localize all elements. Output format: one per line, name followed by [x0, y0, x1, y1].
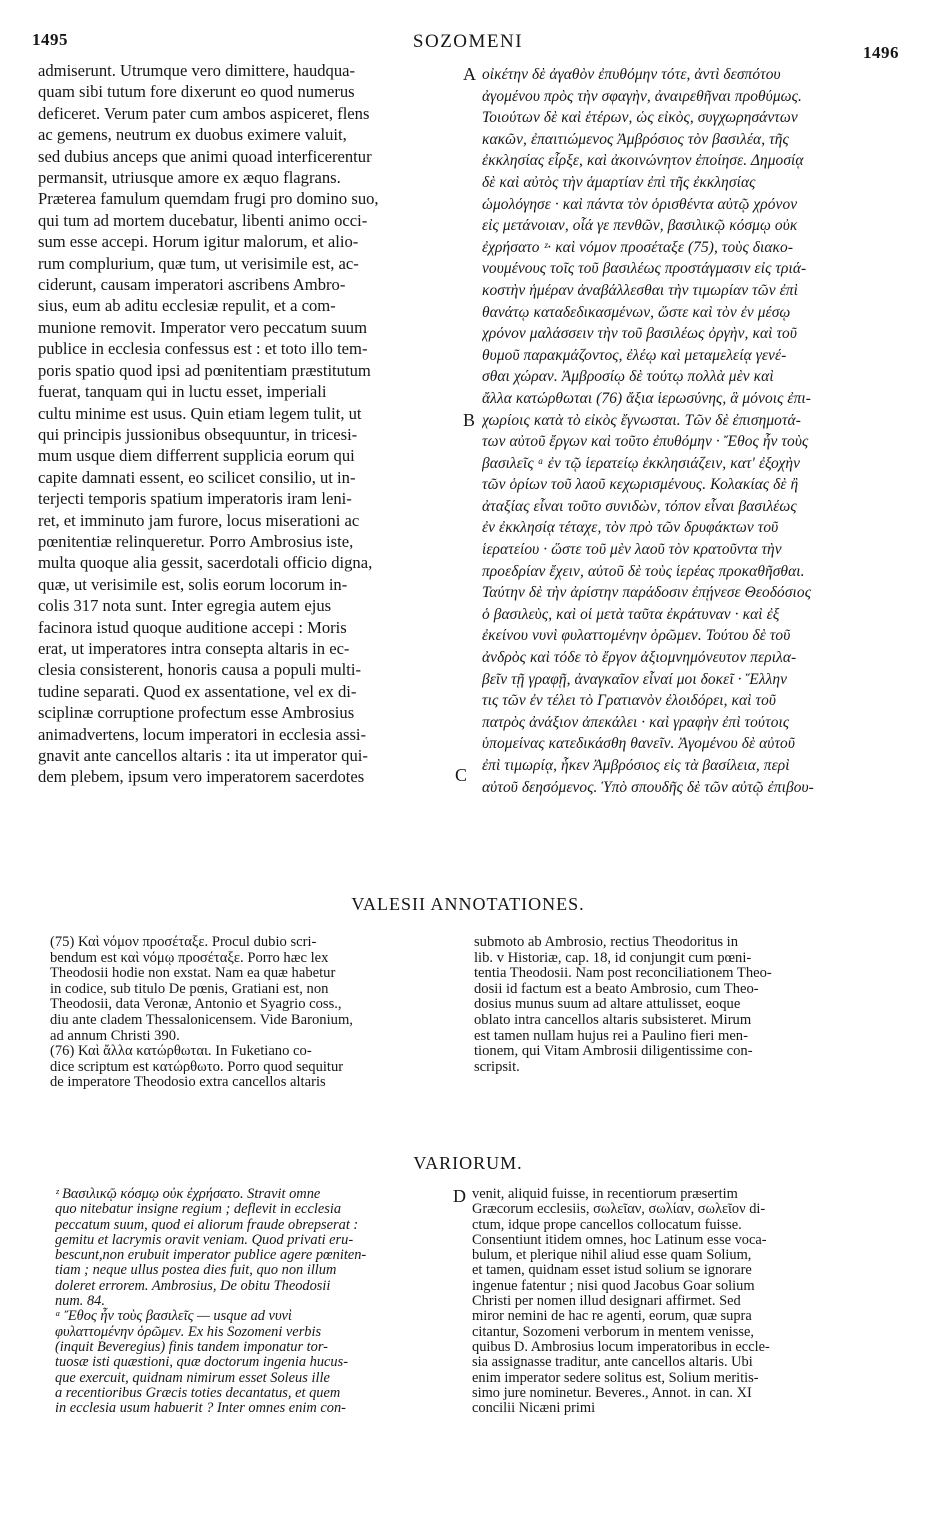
greek-text-line: νουμένους τοῖς τοῦ βασιλέως προστάγμασιν εἰς τριά-: [482, 260, 807, 278]
variorum-note-line: que exercuit, quidnam nimirum esset Soleus ille: [55, 1369, 330, 1386]
variorum-note-line: quibus D. Ambrosius locum imperatoribus in eccle-: [472, 1338, 770, 1355]
valesii-note-line: (76) Καὶ ἄλλα κατώρθωται. In Fuketiano co-: [50, 1043, 312, 1060]
variorum-note-line: enim imperator sedere solitus est, Solium meritis-: [472, 1369, 759, 1386]
valesii-note-line: (75) Καὶ νόμον προσέταξε. Procul dubio scri-: [50, 935, 317, 950]
latin-text-line: fuerat, tanquam qui in luctu esset, imperiali: [38, 382, 327, 402]
latin-text-line: sed dubius anceps que animi quoad interficerentur: [38, 146, 372, 166]
latin-text-line: sius, eum ab aditu ecclesiæ repulit, et a com-: [38, 296, 336, 316]
variorum-note-line: Christi per nomen illud designari affirmet. Sed: [472, 1293, 741, 1310]
latin-text-line: dem plebem, ipsum vero imperatorem sacerdotes: [38, 767, 365, 787]
valesii-note-line: dosius munus suum ad altare attulisset, eoque: [474, 996, 741, 1013]
greek-text-line: θανάτῳ καταδεδικασμένων, ὥστε καὶ τὸν ἐν μέσῳ: [482, 303, 791, 321]
latin-text-line: qui tum ad mortem ducebatur, libenti animo occi-: [38, 210, 368, 230]
greek-text-line: ἐκείνου νυνὶ φυλαττομένην ὁρῶμεν. Τούτου δὲ τοῦ: [482, 627, 791, 645]
margin-letter-c: C: [455, 765, 468, 785]
variorum-note-line: ᶻ Βασιλικῷ κόσμῳ οὐκ ἐχρήσατο. Stravit omne: [55, 1187, 321, 1202]
latin-text-line: admiserunt. Utrumque vero dimittere, haudqua-: [38, 61, 356, 80]
variorum-note-line: quo nitebatur insigne regium ; deflevit in ecclesia: [55, 1201, 342, 1218]
variorum-note-line: num. 84.: [55, 1293, 105, 1310]
variorum-note-line: ᵃ Ἔθος ἦν τοὺς βασιλεῖς — usque ad νυνὶ: [55, 1308, 292, 1325]
variorum-note-line: Græcorum ecclesiis, σωλεῖαν, σωλίαν, σωλεῖον di-: [472, 1201, 766, 1218]
valesii-note-line: tionem, qui Vitam Ambrosii diligentissime con-: [474, 1043, 753, 1060]
valesii-note-line: diu ante cladem Thessalonicensem. Vide Baronium,: [50, 1011, 353, 1028]
valesii-note-line: in codice, sub titulo De pœnis, Gratiani est, non: [50, 980, 329, 997]
latin-text-line: permansit, utriusque amore ex æquo flagrans.: [38, 168, 341, 188]
greek-text-line: αὐτοῦ δεησόμενος. Ὑπὸ σπουδῆς δὲ τῶν αὐτῷ ἐπιβου-: [482, 778, 814, 796]
greek-text-line: θυμοῦ παρακμάζοντος, ἐλέῳ καὶ μεταμελείᾳ γενέ-: [482, 346, 787, 364]
latin-text-line: quam sibi tutum fore dixerunt eo quod numerus: [38, 82, 355, 102]
latin-text-line: clesia consisterent, honoris causa a populi multi-: [38, 660, 362, 680]
valesii-heading: VALESII ANNOTATIONES.: [351, 894, 585, 914]
latin-main-column: [38, 60, 456, 788]
valesii-note-line: submoto ab Ambrosio, rectius Theodoritus in: [474, 935, 739, 950]
latin-text-line: facinora istud quoque auditione accepi : Moris: [38, 617, 347, 637]
greek-text-line: Τοιούτων δὲ καὶ ἑτέρων, ὡς εἰκὸς, συγχωρησάντων: [482, 109, 798, 127]
greek-text-line: των αὐτοῦ ἔργων καὶ τοῦτο ἐπυθόμην · Ἔθος ἦν τοὺς: [482, 433, 809, 451]
latin-text-line: colis 317 nota sunt. Inter egregia autem ejus: [38, 596, 332, 616]
valesii-note-line: est tamen nullam hujus rei a Paulino fieri men-: [474, 1027, 748, 1044]
latin-text-line: qui principis jussionibus obsequuntur, in tricesi-: [38, 424, 358, 444]
greek-text-line: ὑπομείνας κατεδικάσθη θανεῖν. Ἀγομένου δὲ αὐτοῦ: [482, 735, 796, 753]
greek-text-line: ἐκκλησίας εἶρξε, καὶ ἀκοινώνητον ἐποίησε. Δημοσίᾳ: [482, 152, 804, 170]
latin-text-line: sum esse accepi. Horum igitur malorum, et alio-: [38, 232, 359, 252]
valesii-note-line: oblato intra cancellos altaris subsisteret. Mirum: [474, 1011, 752, 1028]
latin-text-line: munione removit. Imperator vero peccatum suum: [38, 317, 368, 337]
valesii-note-line: ad annum Christi 390.: [50, 1027, 180, 1044]
variorum-note-line: concilii Nicæni primi: [472, 1400, 596, 1417]
greek-text-line: χωρίοις κατὰ τὸ εἰκὸς ἔγνωσται. Τῶν δὲ ἐπισημοτά-: [482, 411, 801, 429]
latin-text-line: poris spatio quod ipsi ad pœnitentiam præstitutum: [38, 360, 371, 380]
latin-text-line: pœnitentiæ relinqueretur. Porro Ambrosius iste,: [38, 531, 354, 551]
variorum-note-line: peccatum suum, quod ei aliorum fraude obrepserat :: [55, 1216, 359, 1233]
latin-text-line: gnavit ante cancellos altaris : ita ut imperator qui-: [38, 746, 368, 765]
latin-text-line: deficeret. Verum pater cum ambos aspiceret, flens: [38, 103, 370, 123]
variorum-heading: VARIORUM.: [413, 1153, 523, 1173]
variorum-note-line: a recentioribus Græcis toties decantatus, et quem: [55, 1384, 341, 1401]
greek-text-line: ἀταξίας εἶναι τοῦτο συνιδὼν, τόπον εἶναι βασιλέως: [482, 497, 797, 515]
greek-text-line: τις τῶν ἐν τέλει τὸ Γρατιανὸν ἐλοιδόρει, καὶ τοῦ: [482, 692, 777, 710]
valesii-note-line: de imperatore Theodosio extra cancellos altaris: [50, 1074, 326, 1091]
greek-text-line: κακῶν, ἐπαιτιώμενος Ἀμβρόσιος τὸν βασιλέα, τῆς: [482, 130, 789, 148]
variorum-note-line: in ecclesia usum habuerit ? Inter omnes enim con-: [55, 1400, 346, 1417]
variorum-note-line: citantur, Sozomeni verborum in mentem venisse,: [472, 1323, 754, 1340]
variorum-note-line: ingenue fatentur ; nisi quod Jacobus Goar solium: [472, 1277, 755, 1294]
greek-text-line: πατρὸς ἀνάξιον ἀπεκάλει · καὶ γραφὴν ἐπὶ τούτοις: [482, 713, 790, 731]
valesii-note-line: dosii id factum est a beato Ambrosio, cum Theo-: [474, 980, 759, 997]
variorum-note-line: doleret errorem. Ambrosius, De obitu Theodosii: [55, 1277, 331, 1294]
valesii-note-line: bendum est καὶ νόμῳ προσέταξε. Porro hæc lex: [50, 949, 329, 966]
latin-text-line: mum usque diem differrent supplicia eorum qui: [38, 446, 355, 466]
variorum-note-line: φυλαττομένην ὁρῶμεν. Ex his Sozomeni verbis: [55, 1323, 322, 1340]
greek-text-line: βασιλεῖς ᵃ ἐν τῷ ἱερατείῳ ἐκκλησιάζειν, κατ' ἐξοχὴν: [482, 454, 801, 472]
greek-text-line: τῶν ὁρίων τοῦ λαοῦ κεχωρισμένους. Κολακίας δὲ ἢ: [482, 476, 799, 494]
greek-text-line: Ταύτην δὲ τὴν ἀρίστην παράδοσιν ἐπῄνεσε Θεοδόσιος: [482, 584, 812, 602]
variorum-note-line: ctum, idque prope cancellos collocatum fuisse.: [472, 1216, 742, 1233]
variorum-note-line: simo jure nominetur. Beveres., Annot. in can. XI: [472, 1384, 752, 1401]
latin-text-line: ac gemens, neutrum ex duobus eximere valuit,: [38, 125, 347, 145]
variorum-note-line: gemitu et lacrymis oravit veniam. Quod privati eru-: [55, 1231, 354, 1248]
variorum-left-column: [55, 1187, 455, 1416]
greek-text-line: προεδρίαν ἔχειν, αὐτοῦ δὲ τοὺς ἱερέας προκαθῆσθαι.: [482, 562, 805, 580]
valesii-note-line: Theodosii, data Veronæ, Antonio et Syagrio coss.,: [50, 996, 342, 1013]
margin-letter-a: A: [463, 64, 476, 84]
greek-text-line: σθαι χώραν. Ἀμβροσίῳ δὲ τούτῳ πολλὰ μὲν καὶ: [482, 368, 774, 386]
valesii-note-line: Theodosii hodie non exstat. Nam ea quæ habetur: [50, 965, 336, 982]
greek-text-line: δὲ καὶ αὐτὸς τὴν ἁμαρτίαν ἐπὶ τῆς ἐκκλησίας: [482, 173, 756, 191]
latin-text-line: capite damnati essent, eo scilicet consilio, ut in-: [38, 467, 356, 487]
left-page-number: 1495: [32, 30, 68, 49]
right-page-number: 1496: [863, 43, 899, 62]
greek-text-line: ἐχρήσατο ᶻ· καὶ νόμον προσέταξε (75), τοὺς διακο-: [482, 238, 794, 256]
latin-text-line: erat, ut imperatores intra consepta altaris in ec-: [38, 638, 350, 658]
variorum-note-line: venit, aliquid fuisse, in recentiorum præsertim: [472, 1187, 738, 1202]
valesii-left-column: [50, 935, 457, 1091]
greek-text-line: ὁ βασιλεὺς, καὶ οἱ μετὰ ταῦτα ἐκράτυναν · καὶ ἐξ: [482, 605, 780, 623]
valesii-right-column: [474, 935, 886, 1075]
latin-text-line: multa quoque alia gessit, sacerdotali officio digna,: [38, 553, 373, 573]
latin-text-line: ciderunt, causam imperatori ascribens Ambro-: [38, 275, 346, 295]
variorum-right-column: [472, 1187, 886, 1416]
latin-text-line: animadvertens, locum imperatori in ecclesia assi-: [38, 724, 367, 744]
variorum-note-line: (inquit Beveregius) finis tandem imponatur tor-: [55, 1338, 328, 1355]
valesii-note-line: tentia Theodosii. Nam post reconciliationem Theo-: [474, 965, 772, 982]
variorum-note-line: et tamen, quidnam esset istud solium se ignorare: [472, 1262, 752, 1279]
margin-letter-b: B: [463, 410, 476, 430]
greek-text-line: βεῖν τῇ γραφῇ, ἀναγκαῖον εἶναί μοι δοκεῖ · Ἕλλην: [482, 670, 788, 688]
greek-text-line: ὡμολόγησε · καὶ πάντα τὸν ὁρισθέντα αὐτῷ χρόνον: [482, 195, 798, 213]
latin-text-line: Præterea famulum quemdam frugi pro domino suo,: [38, 189, 379, 209]
latin-text-line: tudine separati. Quod ex assentatione, vel ex di-: [38, 681, 357, 701]
variorum-note-line: bulum, et plerique nihil aliud esse quam Solium,: [472, 1247, 752, 1264]
latin-text-line: quæ, ut verisimile est, solis eorum locorum in-: [38, 574, 348, 594]
variorum-note-line: miror nemini de hac re agenti, eorum, quæ supra: [472, 1308, 752, 1325]
greek-text-line: οἰκέτην δὲ ἀγαθὸν ἐπυθόμην τότε, ἀντὶ δεσπότου: [482, 66, 781, 83]
greek-text-line: εἰς μετάνοιαν, οἷά γε πενθῶν, βασιλικῷ κόσμῳ οὐκ: [482, 217, 798, 235]
variorum-note-line: bescunt,non erubuit imperator publice agere pœniten-: [55, 1247, 367, 1264]
greek-text-line: ἐπὶ τιμωρίᾳ, ἧκεν Ἀμβρόσιος εἰς τὰ βασίλεια, περὶ: [482, 757, 790, 774]
variorum-note-line: sia assignasse traditur, ante cancellos altaris. Ubi: [472, 1354, 753, 1371]
greek-text-line: ἀνδρὸς καὶ τόδε τὸ ἔργον ἀξιομνημόνευτον περιλα-: [482, 649, 797, 667]
running-title: SOZOMENI: [412, 31, 524, 52]
variorum-note-line: tiam ; neque ullus postea dies fuit, quo non illum: [55, 1262, 337, 1279]
latin-text-line: publice in ecclesia confessus est : et toto illo tem-: [38, 339, 368, 359]
greek-text-line: ἄλλα κατώρθωται (76) ἄξια ἱερωσύνης, ἃ μόνοις ἐπι-: [482, 389, 812, 407]
latin-text-line: ret, et imminuto jam furore, locus miserationi ac: [38, 510, 360, 530]
valesii-note-line: scripsit.: [474, 1058, 520, 1075]
greek-main-column: [482, 64, 902, 798]
greek-text-line: κοστὴν ἡμέραν ἀναβάλλεσθαι τὴν τιμωρίαν τῶν ἐπὶ: [482, 281, 798, 299]
greek-text-line: ἐν ἐκκλησίᾳ τέταχε, τὸν πρὸ τῶν δρυφάκτων τοῦ: [482, 519, 779, 537]
valesii-note-line: dice scriptum est κατώρθωτο. Porro quod sequitur: [50, 1058, 344, 1075]
latin-text-line: cultu minime est usus. Quin etiam legem tulit, ut: [38, 403, 362, 423]
greek-text-line: ἀγομένου πρὸς τὴν σφαγὴν, ἀναιρεθῆναι προθύμως.: [482, 87, 802, 105]
margin-letter-d: D: [453, 1186, 466, 1206]
latin-text-line: sciplinæ corruptione profectum esse Ambrosius: [38, 703, 355, 723]
valesii-note-line: lib. v Historiæ, cap. 18, id conjungit cum pœni-: [474, 949, 752, 966]
latin-text-line: rum complurium, quæ tum, ut verisimile est, ac-: [38, 253, 359, 273]
variorum-note-line: Consentiunt itidem omnes, hoc Latinum esse voca-: [472, 1231, 767, 1248]
greek-text-line: ἱερατείου · ὥστε τοῦ μὲν λαοῦ τὸν κρατοῦντα τὴν: [482, 541, 782, 559]
greek-text-line: χρόνον μαλάσσειν τὴν τοῦ βασιλέως ὀργὴν, καὶ τοῦ: [482, 325, 798, 343]
latin-text-line: terjecti temporis spatium imperatoris iram leni-: [38, 489, 352, 509]
variorum-note-line: tuosæ isti quæstioni, quæ doctorum ingenia hucus-: [55, 1354, 349, 1371]
